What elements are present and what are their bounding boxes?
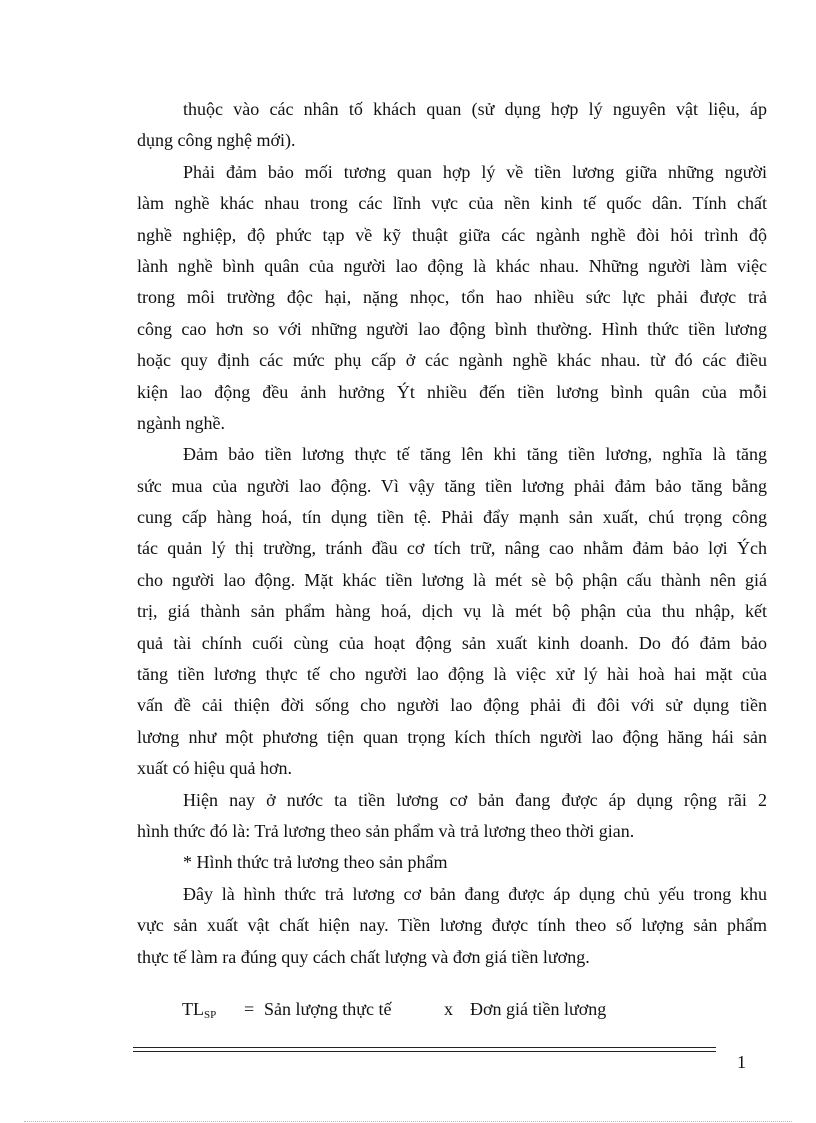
text-line: trong môi trường độc hại, nặng nhọc, tổn hao nhiều sức lực phải được trả [137,287,767,308]
text-line: lành nghề bình quân của người lao động là khác nhau. Những người làm việc [137,255,767,276]
wage-formula [182,994,606,1025]
text-line: công cao hơn so với những người lao động bình thường. Hình thức tiền lương [137,318,767,339]
text-line: Phải đảm bảo mối tương quan hợp lý về tiền lương giữa những người [183,161,767,182]
text-line: lương như một phương tiện quan trọng kích thích người lao động hăng hái sản [137,726,767,747]
footer-rule-top [133,1047,716,1048]
formula-term-output: Sản lượng thực tế [264,999,392,1019]
text-line: thuộc vào các nhân tố khách quan (sử dụng hợp lý nguyên vật liệu, áp [183,99,767,119]
text-line: hình thức đó là: Trả lương theo sản phẩm và trả lương theo thời gian. [137,820,635,841]
formula-operator: x [444,999,453,1019]
paragraph [137,847,767,878]
text-line: làm nghề khác nhau trong các lĩnh vực của nền kinh tế quốc dân. Tính chất [137,193,767,214]
page-edge-divider [24,1121,792,1122]
text-line: hoặc quy định các mức phụ cấp ở các ngành nghề khác nhau. từ đó các điều [137,350,767,371]
text-line: tăng tiền lương thực tế cho người lao động là việc xử lý hài hoà hai mặt của [137,664,767,685]
text-line: dụng công nghệ mới). [137,130,296,151]
paragraph [137,785,767,848]
paragraph [137,157,767,440]
text-line: vấn đề cải thiện đời sống cho người lao động phải đi đôi với sử dụng tiền [137,695,767,716]
text-line: Đảm bảo tiền lương thực tế tăng lên khi tăng tiền lương, nghĩa là tăng [183,444,767,465]
text-line: Đây là hình thức trả lương cơ bản đang được áp dụng chủ yếu trong khu [183,883,767,904]
text-line: nghề nghiệp, độ phức tạp về kỹ thuật giữa các ngành nghề đòi hỏi trình độ [137,224,767,245]
text-line: ngành nghề. [137,412,225,433]
text-line: xuất có hiệu quả hơn. [137,758,292,779]
body-text [137,94,767,973]
text-line: kiện lao động đều ảnh hưởng Ýt nhiều đến tiền lương bình quân của mỗi [137,381,767,402]
text-line: trị, giá thành sản phẩm hàng hoá, dịch vụ là mét bộ phận của thu nhập, kết [137,601,767,622]
text-line: quả tài chính cuối cùng của hoạt động sản xuất kinh doanh. Do đó đảm bảo [137,632,767,653]
text-line: vực sản xuất vật chất hiện nay. Tiền lương được tính theo số lượng sản phẩm [137,915,767,936]
paragraph [137,94,767,157]
footer-rule-bottom [133,1051,716,1052]
text-line: sức mua của người lao động. Vì vậy tăng tiền lương phải đảm bảo tăng bằng [137,475,767,496]
paragraph [137,879,767,973]
page-number: 1 [737,1052,746,1072]
text-line: * Hình thức trả lương theo sản phẩm [183,852,448,873]
formula-lhs: $TL_{SP}$ [182,999,217,1021]
formula-term-unit-price: Đơn giá tiền lương [470,999,607,1019]
formula-equals: = [244,999,255,1019]
text-line: cho người lao động. Mặt khác tiền lương là mét sè bộ phận cấu thành nên giá [137,569,767,590]
text-line: tác quản lý thị trường, tránh đầu cơ tích trữ, nâng cao nhằm đảm bảo lợi Ých [137,538,767,559]
text-line: Hiện nay ở nước ta tiền lương cơ bản đang được áp dụng rộng rãi 2 [183,789,767,810]
paragraph [137,439,767,784]
text-line: thực tế làm ra đúng quy cách chất lượng và đơn giá tiền lương. [137,946,590,967]
text-line: cung cấp hàng hoá, tín dụng tiền tệ. Phải đẩy mạnh sản xuất, chú trọng công [137,507,767,528]
